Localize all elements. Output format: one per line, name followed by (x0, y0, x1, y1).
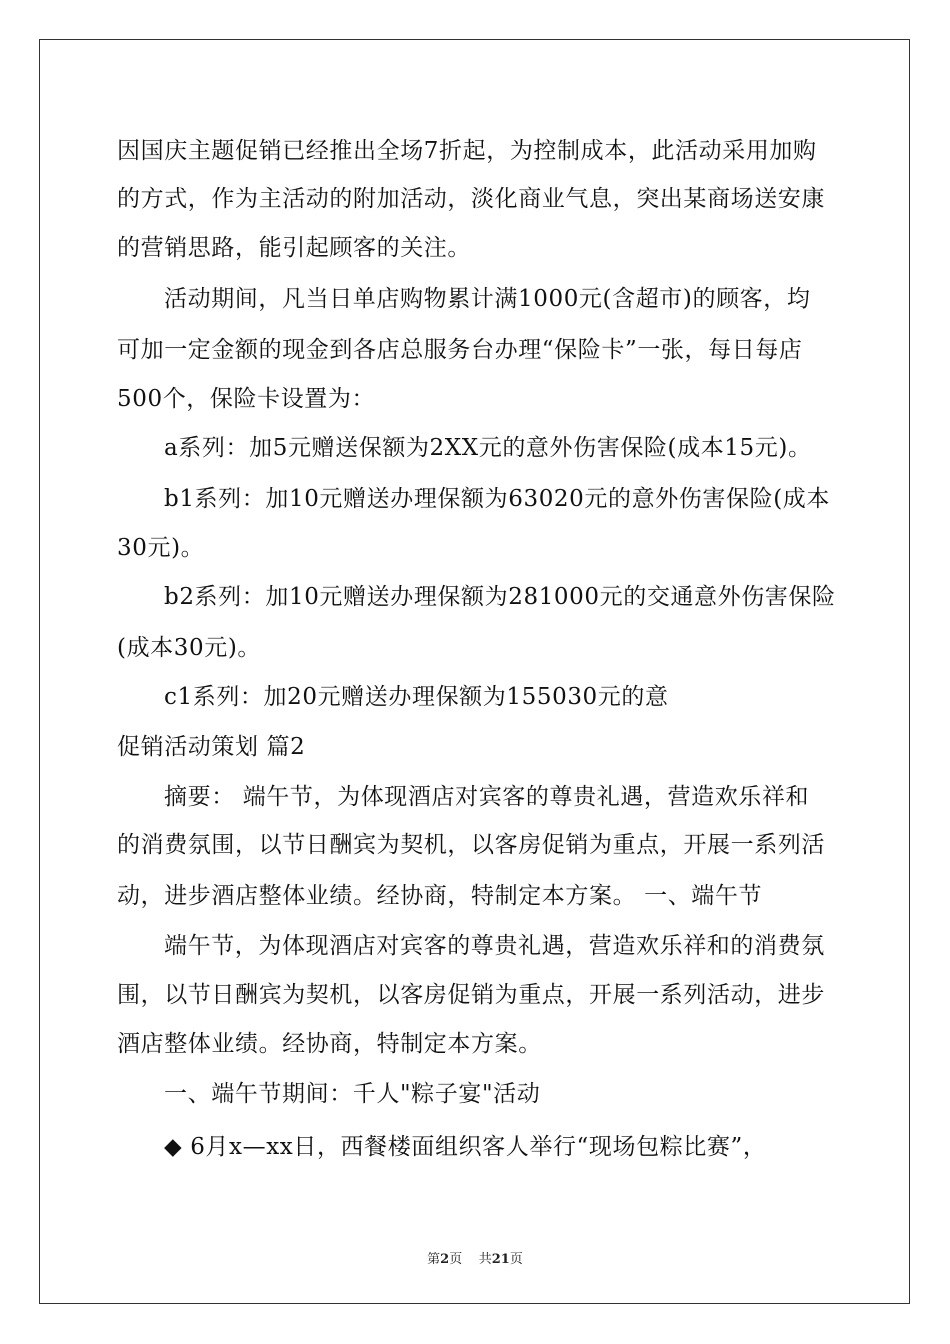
text-line: 一、端午节期间：千人"粽子宴"活动 (164, 1081, 541, 1107)
text-line: 的方式，作为主活动的附加活动，淡化商业气息，突出某商场送安康 (117, 186, 825, 212)
text-line: 500个，保险卡设置为： (117, 386, 376, 412)
page-border (39, 39, 910, 1304)
text-line: 30元)。 (117, 535, 205, 561)
section-heading: 促销活动策划 篇2 (117, 734, 306, 760)
text-line: a系列：加5元赠送保额为2XX元的意外伤害保险(成本15元)。 (164, 435, 812, 461)
text-line: 围，以节日酬宾为契机，以客房促销为重点，开展一系列活动，进步 (117, 982, 825, 1008)
page-footer (0, 1248, 950, 1267)
text-line: 可加一定金额的现金到各店总服务台办理“保险卡”一张，每日每店 (117, 337, 803, 363)
text-line: 摘要： 端午节，为体现酒店对宾客的尊贵礼遇，营造欢乐祥和 (164, 784, 810, 810)
text-line: b1系列：加10元赠送办理保额为63020元的意外伤害保险(成本 (164, 486, 830, 512)
total-suffix: 页 (509, 1252, 523, 1267)
text-line: 的营销思路，能引起顾客的关注。 (117, 235, 471, 261)
text-line: 的消费氛围，以节日酬宾为契机，以客房促销为重点，开展一系列活 (117, 832, 825, 858)
text-line: 酒店整体业绩。经协商，特制定本方案。 (117, 1031, 542, 1057)
page-suffix: 页 (449, 1252, 463, 1267)
page-prefix: 第 (427, 1252, 441, 1267)
text-line: 端午节，为体现酒店对宾客的尊贵礼遇，营造欢乐祥和的消费氛 (164, 933, 825, 959)
text-line: (成本30元)。 (117, 635, 262, 661)
text-line: c1系列：加20元赠送办理保额为155030元的意 (164, 684, 669, 710)
page-total: 21 (491, 1252, 510, 1267)
total-prefix: 共 (478, 1252, 492, 1267)
page-current: 2 (440, 1252, 450, 1267)
text-line: b2系列：加10元赠送办理保额为281000元的交通意外伤害保险 (164, 584, 836, 610)
text-line: 动，进步酒店整体业绩。经协商，特制定本方案。 一、端午节 (117, 883, 763, 909)
text-line: 活动期间，凡当日单店购物累计满1000元(含超市)的顾客，均 (164, 286, 811, 312)
text-line: 因国庆主题促销已经推出全场7折起，为控制成本，此活动采用加购 (117, 138, 817, 164)
bullet-line: ◆ 6月x—xx日，西餐楼面组织客人举行“现场包粽比赛”， (164, 1134, 767, 1160)
